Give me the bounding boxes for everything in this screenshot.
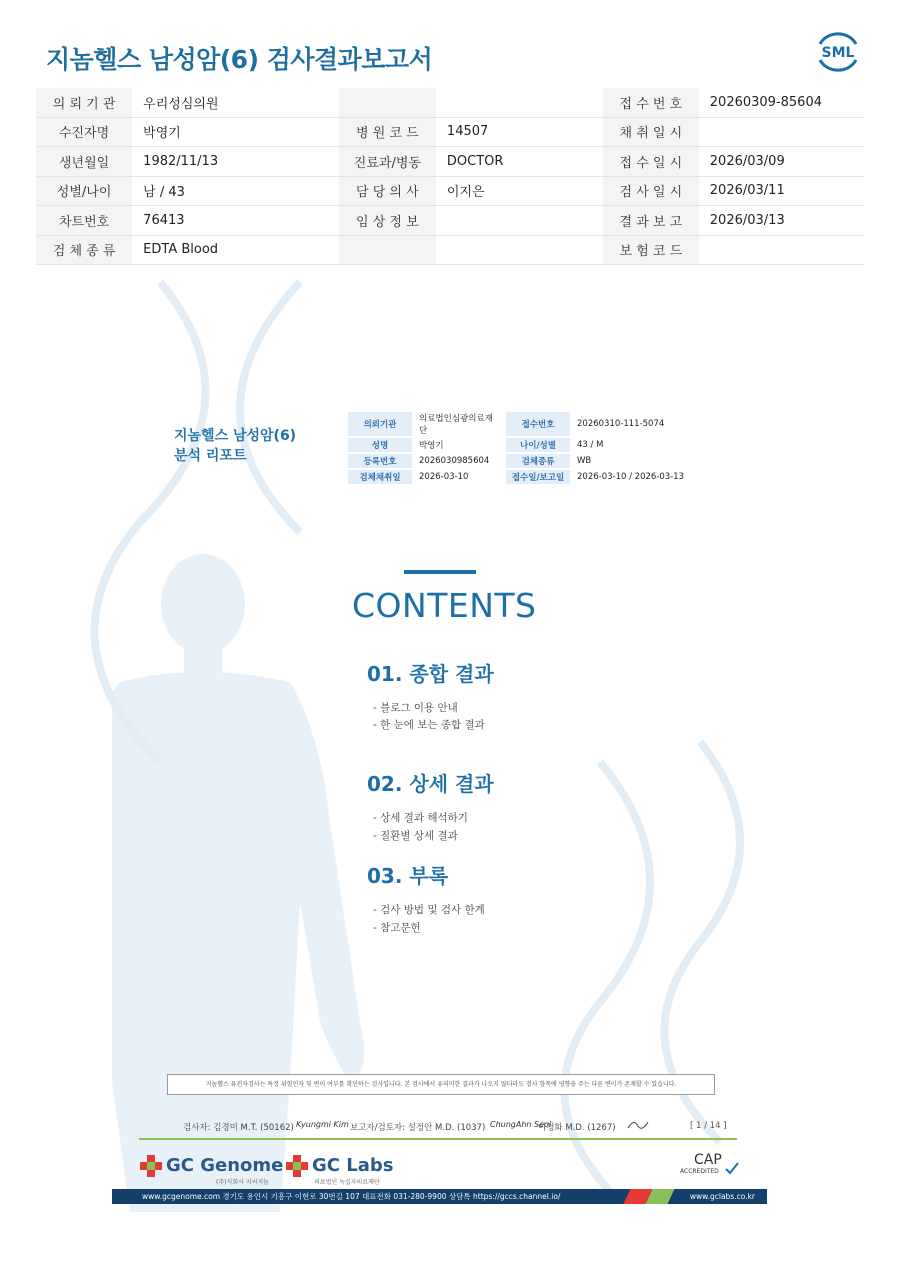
report-info-label: 접수번호 [506, 412, 570, 436]
field-label: 수진자명 [36, 117, 132, 147]
report-info-label: 성명 [348, 438, 412, 452]
field-value [699, 235, 864, 265]
section-2-item-1: - 상세 결과 해석하기 [373, 812, 468, 824]
report-info-value: 20260310-111-5074 [577, 419, 665, 429]
field-value: DOCTOR [436, 147, 603, 177]
field-label: 병 원 코 드 [339, 117, 436, 147]
report-title-line1: 지놈헬스 남성암(6) [174, 428, 297, 444]
report-info-label: 의뢰기관 [348, 412, 412, 436]
report-title-line2: 분석 리포트 [174, 448, 247, 464]
field-value: EDTA Blood [132, 235, 339, 265]
field-label: 결 과 보 고 [603, 206, 699, 236]
patient-row [36, 147, 864, 177]
logo-text: SML [821, 45, 855, 61]
report-info-label: 나이/성별 [506, 438, 570, 452]
field-label: 채 취 일 시 [603, 117, 699, 147]
patient-row [36, 88, 864, 117]
background-illustration [0, 262, 900, 1212]
report-info-row [348, 454, 696, 468]
field-label: 검 사 일 시 [603, 176, 699, 206]
disclaimer-notice: 지놈헬스 유전자검사는 특정 위험인자 및 변이 여부를 확인하는 검사입니다. 본 검사에서 유의미한 결과가 나오지 않더라도 검사 항목에 영향을 주는 다른 변이가 존재할 수 있습니다. [167, 1074, 715, 1095]
patient-row [36, 206, 864, 236]
field-value: 우리성심의원 [132, 88, 339, 117]
section-title-3: 03. 부록 [367, 864, 449, 888]
contents-accent-bar [404, 570, 476, 574]
report-info-table [345, 410, 699, 486]
check-icon [724, 1160, 740, 1176]
field-value: 2026/03/11 [699, 176, 864, 206]
field-label [339, 235, 436, 265]
field-label: 성별/나이 [36, 176, 132, 206]
footer-divider [139, 1138, 737, 1140]
field-value: 14507 [436, 117, 603, 147]
sml-logo [814, 30, 862, 74]
tester-signature-label: 검사자: 김경미 M.T. (50162) [183, 1123, 294, 1133]
section-1-item-2: - 한 눈에 보는 종합 결과 [373, 719, 485, 731]
field-label: 담 당 의 사 [339, 176, 436, 206]
gc-genome-sub: (주)식회사 지씨지놈 [216, 1179, 269, 1186]
dna-helix-right [564, 742, 740, 1202]
report-info-label: 검체채취일 [348, 470, 412, 484]
report-info-row [348, 412, 696, 436]
doctor-signature-mark [626, 1118, 650, 1132]
gc-genome-logo: GC Genome [166, 1155, 284, 1176]
report-info-value: 의료법인심광의료재단 [419, 414, 493, 436]
field-value: 20260309-85604 [699, 88, 864, 117]
section-3-item-1: - 검사 방법 및 검사 한계 [373, 904, 485, 916]
patient-row [36, 176, 864, 206]
tester-signature-mark: Kyungmi Kim [296, 1120, 349, 1129]
cap-sub: ACCREDITED [680, 1168, 719, 1175]
cap-text: CAP [694, 1152, 722, 1168]
section-3-item-2: - 참고문헌 [373, 922, 421, 934]
cap-accredited-badge [680, 1152, 740, 1182]
report-info-value: WB [577, 456, 592, 466]
section-title-2: 02. 상세 결과 [367, 772, 494, 796]
gc-genome-cross-icon [140, 1155, 162, 1177]
field-label: 검 체 종 류 [36, 235, 132, 265]
footer-website: www.gclabs.co.kr [689, 1192, 755, 1201]
gc-labs-cross-icon [286, 1155, 308, 1177]
report-info-label: 등록번호 [348, 454, 412, 468]
report-title [174, 426, 344, 466]
field-value: 남 / 43 [132, 176, 339, 206]
report-info-value: 2026030985604 [419, 456, 490, 466]
report-info-row [348, 470, 696, 484]
field-value [436, 88, 603, 117]
field-label: 임 상 정 보 [339, 206, 436, 236]
field-value: 2026/03/13 [699, 206, 864, 236]
gc-labs-logo: GC Labs [312, 1155, 394, 1176]
section-title-1: 01. 종합 결과 [367, 662, 494, 686]
body-silhouette [112, 554, 364, 1212]
field-label: 의 뢰 기 관 [36, 88, 132, 117]
field-value: 이지은 [436, 176, 603, 206]
report-info-label: 검체종류 [506, 454, 570, 468]
field-label: 차트번호 [36, 206, 132, 236]
footer-bar [112, 1189, 767, 1204]
section-1-item-1: - 블로그 이용 안내 [373, 702, 458, 714]
doctor-signature-label: 이청화 M.D. (1267) [538, 1123, 616, 1133]
report-info-value: 2026-03-10 / 2026-03-13 [577, 472, 685, 482]
report-info-value: 43 / M [577, 440, 604, 450]
report-info-row [348, 438, 696, 452]
field-label: 보 험 코 드 [603, 235, 699, 265]
field-value: 2026/03/09 [699, 147, 864, 177]
patient-info-table [36, 88, 864, 265]
field-value: 1982/11/13 [132, 147, 339, 177]
report-info-value: 박영기 [419, 441, 444, 451]
field-label [339, 88, 436, 117]
field-label: 진료과/병동 [339, 147, 436, 177]
field-value [436, 206, 603, 236]
page-number: [ 1 / 14 ] [690, 1121, 727, 1131]
field-label: 접 수 일 시 [603, 147, 699, 177]
field-value [699, 117, 864, 147]
field-value: 박영기 [132, 117, 339, 147]
field-value: 76413 [132, 206, 339, 236]
footer-contact: www.gcgenome.com 경기도 용인시 기흥구 이현로 30번길 107 대표전화 031-280-9900 상담톡 https://gccs.channel.io/ [142, 1192, 561, 1201]
gc-labs-sub: 의료법인 녹십자의료재단 [314, 1179, 380, 1186]
field-value [436, 235, 603, 265]
report-info-label: 접수일/보고일 [506, 470, 570, 484]
field-label: 접 수 번 호 [603, 88, 699, 117]
page-title: 지놈헬스 남성암(6) 검사결과보고서 [46, 45, 433, 74]
section-2-item-2: - 질환별 상세 결과 [373, 830, 458, 842]
field-label: 생년월일 [36, 147, 132, 177]
report-info-value: 2026-03-10 [419, 472, 469, 482]
contents-heading: CONTENTS [352, 586, 537, 625]
reporter-signature-label: 보고자/검토자: 설정안 M.D. (1037) [350, 1123, 486, 1133]
patient-row [36, 235, 864, 265]
patient-row [36, 117, 864, 147]
reporter-signature-mark: ChungAhn Seol [490, 1120, 552, 1129]
